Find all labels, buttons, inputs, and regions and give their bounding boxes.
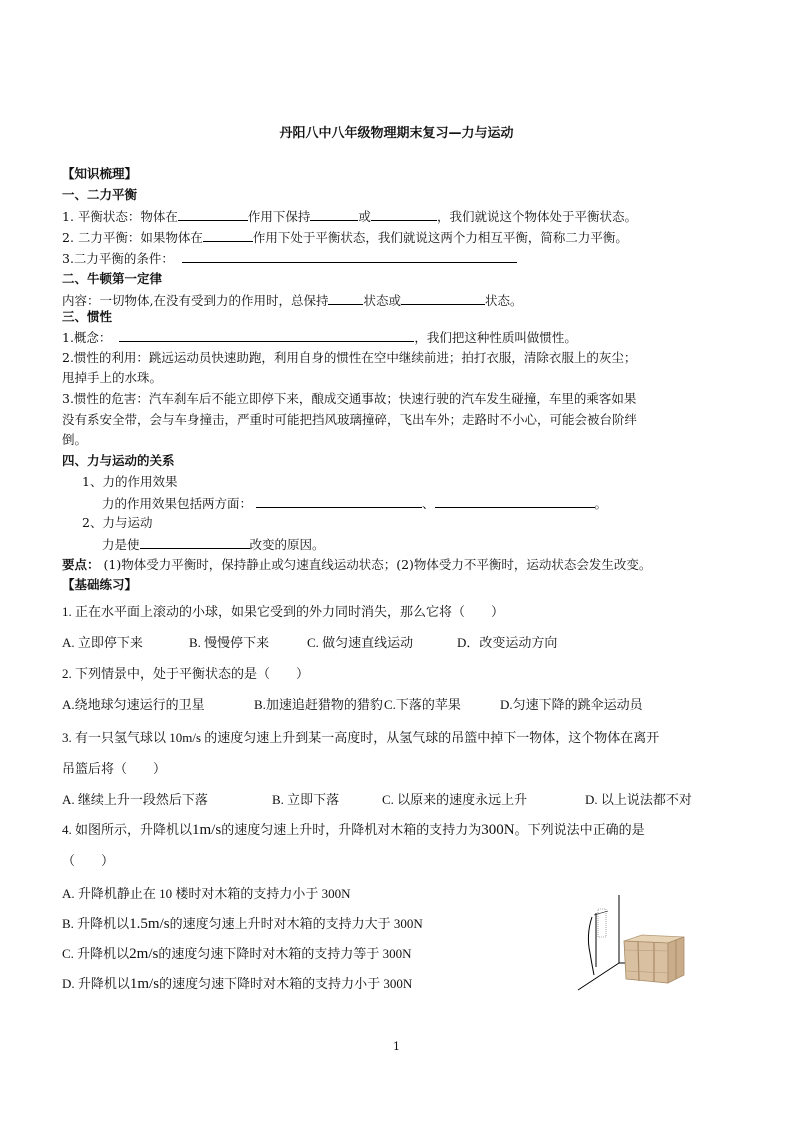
text: 的速度匀速上升时，升降机对木箱的支持力为 [221, 822, 482, 837]
text: 力的作用效果包括两方面： [102, 496, 253, 511]
text: ，我们就说这个物体处于平衡状态。 [436, 209, 637, 224]
text: (1)物体受力平衡时，保持静止或匀速直线运动状态；(2)物体受力不平衡时，运动状态会发生改变。 [99, 557, 652, 572]
text: D. 升降机以 [62, 976, 130, 991]
section4-heading: 四、力与运动的关系 [62, 453, 175, 468]
text: ，我们把这种性质叫做惯性。 [414, 330, 577, 345]
text: 改变的原因。 [249, 537, 325, 552]
question-3-stem-line2: 吊篮后将（ ） [62, 761, 167, 776]
question-1-stem: 1. 正在水平面上滚动的小球，如果它受到的外力同时消失，那么它将（ ） [62, 604, 505, 619]
text: 作用下处于平衡状态，我们就说这两个力相互平衡，简称二力平衡。 [252, 230, 628, 245]
section2-heading: 二、牛顿第一定律 [62, 271, 163, 286]
text: 状态。 [485, 293, 523, 308]
text: 力是使 [102, 537, 140, 552]
section3-item3-line1: 3.惯性的危害：汽车刹车后不能立即停下来，酿成交通事故；快速行驶的汽车发生碰撞，车里的乘客如果 [62, 391, 637, 406]
section2-content [62, 291, 523, 310]
document-title: 丹阳八中八年级物理期末复习—力与运动 [279, 126, 514, 141]
question-4-option-b[interactable] [62, 915, 423, 933]
fill-blank [119, 328, 414, 342]
value-speed: 2m/s [129, 946, 159, 962]
page-number: 1 [393, 1040, 400, 1053]
section1-item3 [62, 249, 517, 268]
practice-heading: 【基础练习】 [62, 577, 138, 592]
section3-item3-line2: 没有系安全带，会与车身撞击，严重时可能把挡风玻璃撞碎，飞出车外；走路时不小心，可能会被台阶绊 [62, 412, 638, 427]
key-label: 要点： [62, 557, 100, 572]
option-c[interactable]: C. 做匀速直线运动 [307, 635, 414, 650]
text: 4. 如图所示，升降机以 [62, 822, 193, 837]
question-4-stem-line2: （ ） [62, 853, 115, 868]
option-d[interactable]: D.匀速下降的跳伞运动员 [500, 697, 643, 712]
value-speed: 1m/s [129, 976, 160, 992]
section1-heading: 一、二力平衡 [62, 187, 138, 202]
section4-key-points [62, 556, 651, 574]
text: 作用下保持 [247, 209, 311, 224]
option-a[interactable]: A.绕地球匀速运行的卫星 [62, 697, 205, 712]
text: 。下列说法中正确的是 [514, 822, 645, 837]
question-2-options [62, 696, 643, 714]
question-4-option-d[interactable] [62, 975, 412, 993]
fill-blank [435, 494, 595, 508]
text: 或 [358, 209, 371, 224]
section4-sub2: 2、力与运动 [82, 515, 153, 530]
section4-sub2-content [102, 535, 325, 554]
option-c[interactable]: C. 以原来的速度永远上升 [382, 792, 528, 807]
option-a[interactable]: A. 继续上升一段然后下落 [62, 792, 208, 807]
text: 2. 二力平衡：如果物体在 [62, 230, 203, 245]
option-b[interactable]: B.加速追赶猎物的猎豹 [254, 697, 383, 712]
question-3-options [62, 791, 692, 809]
question-4-stem-line1 [62, 821, 645, 839]
section3-heading: 三、惯性 [62, 309, 113, 324]
elevator-crate-figure [576, 895, 706, 995]
option-d[interactable]: D. 以上说法都不对 [585, 792, 692, 807]
fill-blank [328, 291, 363, 305]
elevator-crate-icon [576, 895, 706, 995]
fill-blank [178, 207, 248, 221]
value-speed: 1m/s [192, 822, 222, 838]
question-1-options [62, 634, 557, 652]
text: B. 升降机以 [62, 916, 130, 931]
text: 的速度匀速下降时对木箱的支持力小于 300N [159, 976, 413, 991]
fill-blank [256, 494, 422, 508]
option-d[interactable]: D．改变运动方向 [457, 635, 558, 650]
option-a[interactable]: A. 立即停下来 [62, 635, 143, 650]
option-b[interactable]: B. 慢慢停下来 [189, 635, 270, 650]
section3-item1 [62, 328, 577, 347]
value-speed: 1.5m/s [129, 916, 170, 932]
text: 内容：一切物体,在没有受到力的作用时，总保持 [62, 293, 329, 308]
fill-blank [310, 207, 358, 221]
text: 。 [594, 496, 608, 511]
question-4-option-a[interactable] [62, 885, 351, 903]
section1-item2 [62, 228, 628, 247]
text: 状态或 [363, 293, 401, 308]
knowledge-heading: 【知识梳理】 [62, 166, 138, 181]
text: C. 升降机以 [62, 946, 130, 961]
text: 的速度匀速下降时对木箱的支持力等于 300N [158, 946, 412, 961]
fill-blank [371, 207, 437, 221]
section3-item2-line2: 甩掉手上的水珠。 [62, 370, 163, 385]
option-b[interactable]: B. 立即下落 [272, 792, 340, 807]
question-4-option-c[interactable] [62, 945, 412, 963]
section3-item2-line1: 2.惯性的利用：跳远运动员快速助跑，利用自身的惯性在空中继续前进；拍打衣服，清除衣服上的灰尘； [62, 350, 637, 365]
text: 的速度匀速上升时对木箱的支持力大于 300N [169, 916, 423, 931]
question-3-stem-line1: 3. 有一只氢气球以 10m/s 的速度匀速上升到某一高度时，从氢气球的吊篮中掉下一物体，这个物体在离开 [62, 730, 660, 745]
text: 1. 平衡状态：物体在 [62, 209, 178, 224]
fill-blank [203, 228, 253, 242]
question-2-stem: 2. 下列情景中，处于平衡状态的是（ ） [62, 666, 310, 681]
fill-blank [401, 291, 485, 305]
text: 、 [422, 496, 435, 511]
section1-item1 [62, 207, 637, 226]
text: 3.二力平衡的条件： [62, 251, 174, 266]
fill-blank [182, 249, 517, 263]
option-c[interactable]: C.下落的苹果 [384, 697, 461, 712]
value-force: 300N [481, 822, 515, 838]
text: 1.概念： [62, 330, 112, 345]
section3-item3-line3: 倒。 [62, 432, 88, 447]
text: A. 升降机静止在 10 楼时对木箱的支持力小于 300N [62, 886, 351, 901]
section4-sub1-content [102, 494, 607, 513]
section4-sub1: 1、力的作用效果 [82, 474, 178, 489]
fill-blank [140, 535, 250, 549]
